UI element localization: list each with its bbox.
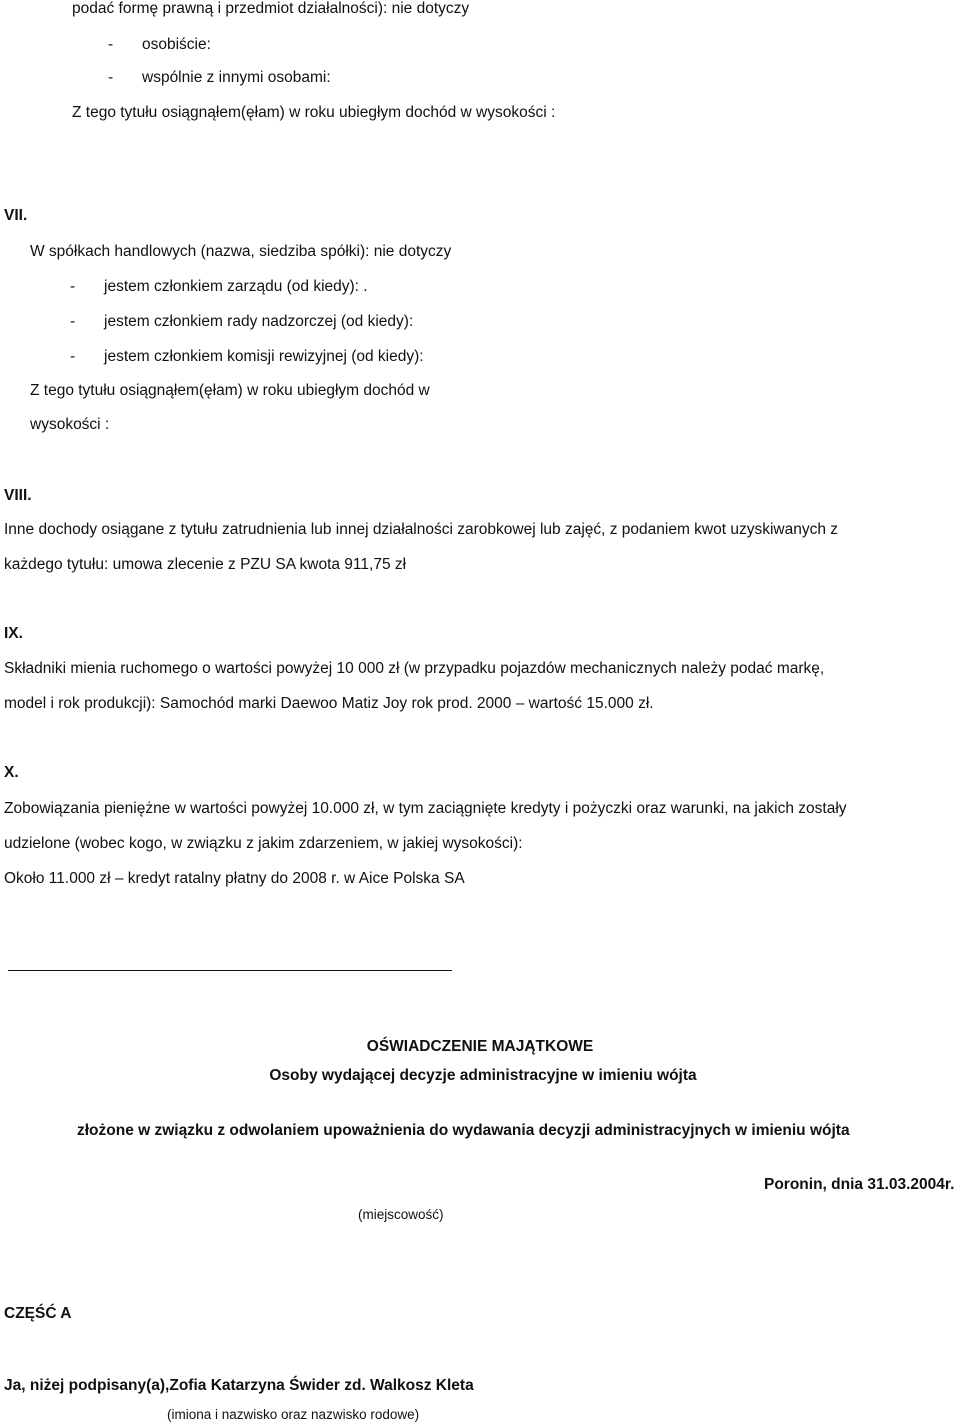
sec9-line2: model i rok produkcji): Samochód marki Daewoo Matiz Joy rok prod. 2000 – wartość 15.000 zł. (4, 695, 654, 712)
place-date: Poronin, dnia 31.03.2004r. (764, 1176, 955, 1193)
sec10-line2: udzielone (wobec kogo, w związku z jakim zdarzeniem, w jakiej wysokości): (4, 835, 523, 852)
sec6-item2-label: wspólnie z innymi osobami: (142, 69, 331, 86)
declaration-subtitle: Osoby wydającej decyzje administracyjne w imieniu wójta (269, 1067, 697, 1084)
sec7-item-1: - jestem członkiem zarządu (od kiedy): . (70, 278, 368, 295)
declaration-note: złożone w związku z odwolaniem upoważnienia do wydawania decyzji administracyjnych w imieniu wójta (77, 1122, 850, 1139)
signer-name: Ja, niżej podpisany(a),Zofia Katarzyna Świder zd. Walkosz Kleta (4, 1377, 474, 1394)
sec10-number: X. (4, 764, 19, 781)
sec9-number: IX. (4, 625, 23, 642)
sec7-item3-label: jestem członkiem komisji rewizyjnej (od kiedy): (104, 348, 424, 365)
signer-label: (imiona i nazwisko oraz nazwisko rodowe) (167, 1407, 420, 1422)
sec8-line1: Inne dochody osiągane z tytułu zatrudnienia lub innej działalności zarobkowej lub zajęć, z podaniem kwot uzyskiwanych z (4, 521, 839, 538)
place-label: (miejscowość) (358, 1207, 444, 1222)
sec7-item-3: - jestem członkiem komisji rewizyjnej (od kiedy): (70, 348, 424, 365)
sec7-item2-label: jestem członkiem rady nadzorczej (od kiedy): (104, 313, 414, 330)
sec6-item-1: - osobiście: (108, 36, 211, 53)
sec6-item1-label: osobiście: (142, 36, 211, 53)
sec9-line1: Składniki mienia ruchomego o wartości powyżej 10 000 zł (w przypadku pojazdów mechanicznych należy podać markę, (4, 660, 825, 677)
sec8-line2: każdego tytułu: umowa zlecenie z PZU SA kwota 911,75 zł (4, 556, 407, 573)
sec7-item1-label: jestem członkiem zarządu (od kiedy): . (104, 278, 368, 295)
sec7-income-2: wysokości : (30, 416, 110, 433)
sec6-income: Z tego tytułu osiągnąłem(ęłam) w roku ubiegłym dochód w wysokości : (72, 104, 556, 121)
sec10-line1: Zobowiązania pieniężne w wartości powyżej 10.000 zł, w tym zaciągnięte kredyty i pożyczki oraz warunki, na jakich zostały (4, 800, 847, 817)
sec7-income-1: Z tego tytułu osiągnąłem(ęłam) w roku ubiegłym dochód w (30, 382, 430, 399)
sec6-line1: podać formę prawną i przedmiot działalności): nie dotyczy (72, 0, 470, 17)
sec7-number: VII. (4, 207, 28, 224)
separator-line (8, 970, 452, 971)
sec7-intro: W spółkach handlowych (nazwa, siedziba spółki): nie dotyczy (30, 243, 452, 260)
sec8-number: VIII. (4, 487, 32, 504)
part-a-heading: CZĘŚĆ A (4, 1305, 72, 1322)
declaration-title: OŚWIADCZENIE MAJĄTKOWE (366, 1038, 594, 1055)
sec6-item-2: - wspólnie z innymi osobami: (108, 69, 331, 86)
sec7-item-2: - jestem członkiem rady nadzorczej (od kiedy): (70, 313, 414, 330)
sec10-line3: Około 11.000 zł – kredyt ratalny płatny do 2008 r. w Aice Polska SA (4, 870, 465, 887)
